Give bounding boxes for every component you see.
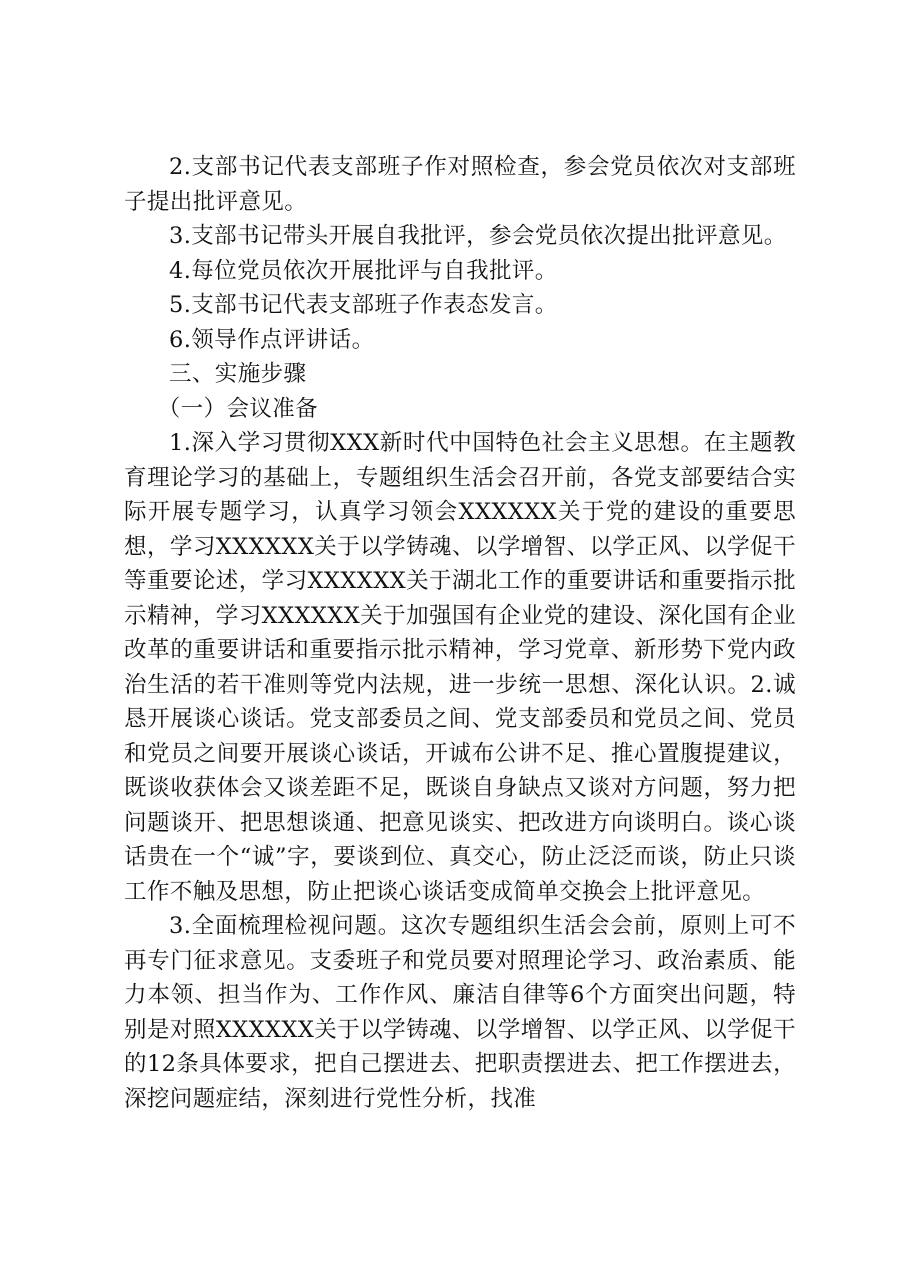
body-paragraph-study: 1.深入学习贯彻XXX新时代中国特色社会主义思想。在主题教育理论学习的基础上，专题组织生活会召开前，各党支部要结合实际开展专题学习，认真学习领会XXXXXX关于党的建设的重要思想，学习XXXXXX关于以学铸魂、以学增智、以学正风、以学促干等重要论述，学习XXXXXX关于湖北工作的重要讲话和重要指示批示精神，学习XXXXXX关于加强国有企业党的建设、深化国有企业改革的重要讲话和重要指示批示精神，学习党章、新形势下党内政治生活的若干准则等党内法规，进一步统一思想、深化认识。2.诚恳开展谈心谈话。党支部委员之间、党支部委员和党员之间、党员和党员之间要开展谈心谈话，开诚布公讲不足、推心置腹提建议，既谈收获体会又谈差距不足，既谈自身缺点又谈对方问题，努力把问题谈开、把思想谈通、把意见谈实、把改进方向谈明白。谈心谈话贵在一个“诚”字，要谈到位、真交心，防止泛泛而谈，防止只谈工作不触及思想，防止把谈心谈话变成简单交换会上批评意见。	[124, 430, 796, 905]
document-body	[124, 150, 796, 1116]
paragraph-item-3: 3.支部书记带头开展自我批评，参会党员依次提出批评意见。	[169, 223, 787, 249]
paragraph-item-4: 4.每位党员依次开展批评与自我批评。	[169, 257, 558, 284]
subsection-heading: （一）会议准备	[157, 395, 319, 422]
paragraph-item-5: 5.支部书记代表支部班子作表态发言。	[169, 292, 558, 318]
body-paragraph-review: 3.全面梳理检视问题。这次专题组织生活会会前，原则上可不再专门征求意见。支委班子和党员要对照理论学习、政治素质、能力本领、担当作为、工作作风、廉洁自律等6个方面突出问题，特别是对照XXXXXX关于以学铸魂、以学增智、以学正风、以学促干的12条具体要求，把自己摆进去、把职责摆进去、把工作摆进去，深挖问题症结，深刻进行党性分析，找准	[124, 913, 796, 1112]
section-heading: 三、实施步骤	[169, 361, 307, 387]
paragraph-item-2: 2.支部书记代表支部班子作对照检查，参会党员依次对支部班子提出批评意见。	[124, 154, 796, 215]
paragraph-item-6: 6.领导作点评讲话。	[169, 326, 375, 353]
